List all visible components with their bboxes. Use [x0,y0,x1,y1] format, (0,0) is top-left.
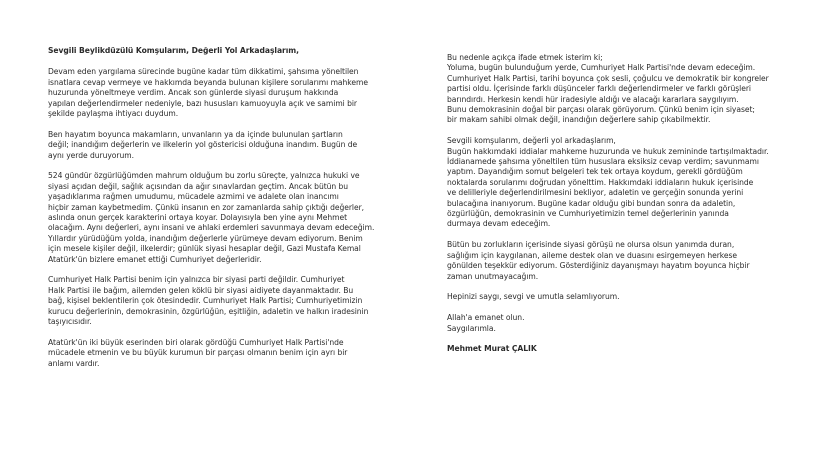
text-line: Bütün bu zorlukların içerisinde siyasi görüşü ne olursa olsun yanımda duran, [447,240,735,250]
text-line: 524 gündür özgürlüğümden mahrum olduğum bu zorlu süreçte, yalnızca hukuki ve [48,171,360,181]
text-line: Bunu demokrasinin doğal bir parçası olarak görüyorum. Çünkü benim için siyaset; [447,105,755,115]
text-line: hiçbir zaman kaybetmedim. Çünkü insanın en zor zamanlarda sahip çıktığı değerler, [48,202,365,212]
letter-column-left [48,46,378,380]
text-line: Bugün hakkımdaki iddialar mahkeme huzurunda ve hukuk zemininde tartışılmaktadır. [447,146,769,156]
text-line: özgürlüğün, demokrasinin ve Cumhuriyetimizin temel değerlerinin yanında [447,209,729,219]
text-line: barındırdı. Herkesin kendi hür iradesiyle aldığı ve alacağı kararlara saygılıyım. [447,94,739,104]
text-line: noktalarda sorularımı doğrudan yönelttim. Hakkımdaki iddiaların hukuk içerisinde [447,177,754,187]
text-line: aynı yerde duruyorum. [48,150,134,160]
letter-paragraph [48,67,378,119]
text-line: için mesele kişiler değil, ilkelerdir; günlük siyasi hesaplar değil, Gazi Mustafa Kemal [48,244,361,254]
text-line: Atatürk'ün iki büyük eserinden biri olarak gördüğü Cumhuriyet Halk Partisi'nde [48,337,344,347]
text-line: Bu nedenle açıkça ifade etmek isterim ki; [447,53,603,62]
text-line: mücadele etmenin ve bu büyük kurumun bir parçası olmanın benim için ayrı bir [48,348,348,358]
text-line: siyasi açıdan değil, sağlık açısından da ağır sınavlardan geçtim. Ancak bütün bu [48,181,349,191]
text-line: aslında onun gerçek karakterini ortaya koyar. Dolayısıyla ben yine aynı Mehmet [48,213,348,223]
text-line: sağlığım için kaygılanan, aileme destek olan ve duasını esirgemeyen herkese [447,250,738,260]
text-line: Atatürk'ün bizlere emanet ettiği Cumhuriyet değerleridir. [48,254,262,264]
text-line: Halk Partisi ile bağım, ailemden gelen köklü bir siyasi aidiyete dayanmaktadır. Bu [48,285,354,295]
text-line: Cumhuriyet Halk Partisi, tarihi boyunca çok sesli, çoğulcu ve demokratik bir kongreler [447,73,769,83]
text-line: gönülden teşekkür ediyorum. Gösterdiğiniz dayanışmayı hayatım boyunca hiçbir [447,261,750,271]
text-line: anlamı vardır. [48,358,100,368]
text-line: isnatlara cevap vermeye ve hakkımda beyanda bulunan kişilere sorularımı mahkeme [48,77,368,87]
letter-paragraph [447,292,782,302]
text-line: Saygılarımla. [447,323,496,333]
letter-paragraph [447,136,782,230]
letter-greeting: Sevgili Beylikdüzülü Komşularım, Değerli Yol Arkadaşlarım, [48,46,299,55]
text-line: olacağım. Aynı değerleri, aynı insani ve ahlaki erdemleri savunmaya devam edeceğim. [48,223,375,233]
letter-closing [447,313,782,334]
text-line: Ben hayatım boyunca makamların, unvanların ya da içinde bulunulan şartların [48,129,343,139]
text-line: zaman unutmayacağım. [447,271,539,281]
text-line: Yıllardır yürüdüğüm yolda, inandığım değerlerle yürümeye devam ediyorum. Benim [48,233,363,243]
text-line: yaptım. Dayandığım somut belgeleri tek tek ortaya koydum, gerekli gördüğüm [447,167,743,177]
letter-paragraph [48,338,378,369]
text-line: huzurunda yöneltmeye verdim. Ancak son günlerde siyasi duruşum hakkında [48,88,339,98]
text-line: bulacağına inanıyorum. Bugüne kadar olduğu gibi bundan sonra da adaletin, [447,198,736,208]
text-line: ve delilleriyle değerlendirilmesini bekliyor, adaletin ve gerçeğin sonunda yerini [447,188,744,198]
text-line: Hepinizi saygı, sevgi ve umutla selamlıyorum. [447,292,620,302]
text-line: değil; inandığım değerlerin ve ilkelerin yol göstericisi olduğuna inandım. Bugün de [48,140,358,150]
letter-paragraph [48,171,378,265]
letter-paragraph [447,53,782,126]
text-line: kurucu değerlerinin, demokrasinin, özgürlüğün, eşitliğin, adaletin ve halkın iradesinin [48,306,369,316]
text-line: yaşadıklarıma rağmen umudumu, mücadele azmimi ve adalete olan inancımı [48,192,339,202]
signature-name: Mehmet Murat ÇALIK [447,344,537,354]
text-line: Cumhuriyet Halk Partisi benim için yalnızca bir siyasi parti değildir. Cumhuriyet [48,275,345,285]
letter-paragraph [48,275,378,327]
text-line: durmaya devam edeceğim. [447,219,551,229]
text-line: şekilde paylaşma ihtiyacı duydum. [48,109,179,119]
text-line: Devam eden yargılama sürecinde bugüne kadar tüm dikkatimi, şahsıma yöneltilen [48,67,359,77]
text-line: bir makam sahibi olmak değil, inandığın değerlere sahip çıkabilmektir. [447,115,711,125]
text-line: bağ, kişisel beklentilerin çok ötesindedir. Cumhuriyet Halk Partisi; Cumhuriyetimizin [48,296,363,306]
letter-paragraph [447,240,782,282]
text-line: Yoluma, bugün bulunduğum yerde, Cumhuriyet Halk Partisi'nde devam edeceğim. [447,63,756,73]
text-line: yapılan değerlendirmeler nedeniyle, bazı hususları kamuoyuyla açık ve samimi bir [48,98,357,108]
letter-paragraph [48,130,378,161]
text-line: Allah'a emanet olun. [447,313,525,323]
text-line: taşıyıcısıdır. [48,317,92,327]
text-line: İddianamede şahsıma yöneltilen tüm hususlara eksiksiz cevap verdim; savunmamı [447,157,759,167]
letter-column-right [447,53,782,355]
text-line: Sevgili komşularım, değerli yol arkadaşlarım, [447,136,616,146]
text-line: partisi oldu. İçerisinde farklı düşünceler farklı değerlendirmeler ve farklı görüşleri [447,84,751,94]
